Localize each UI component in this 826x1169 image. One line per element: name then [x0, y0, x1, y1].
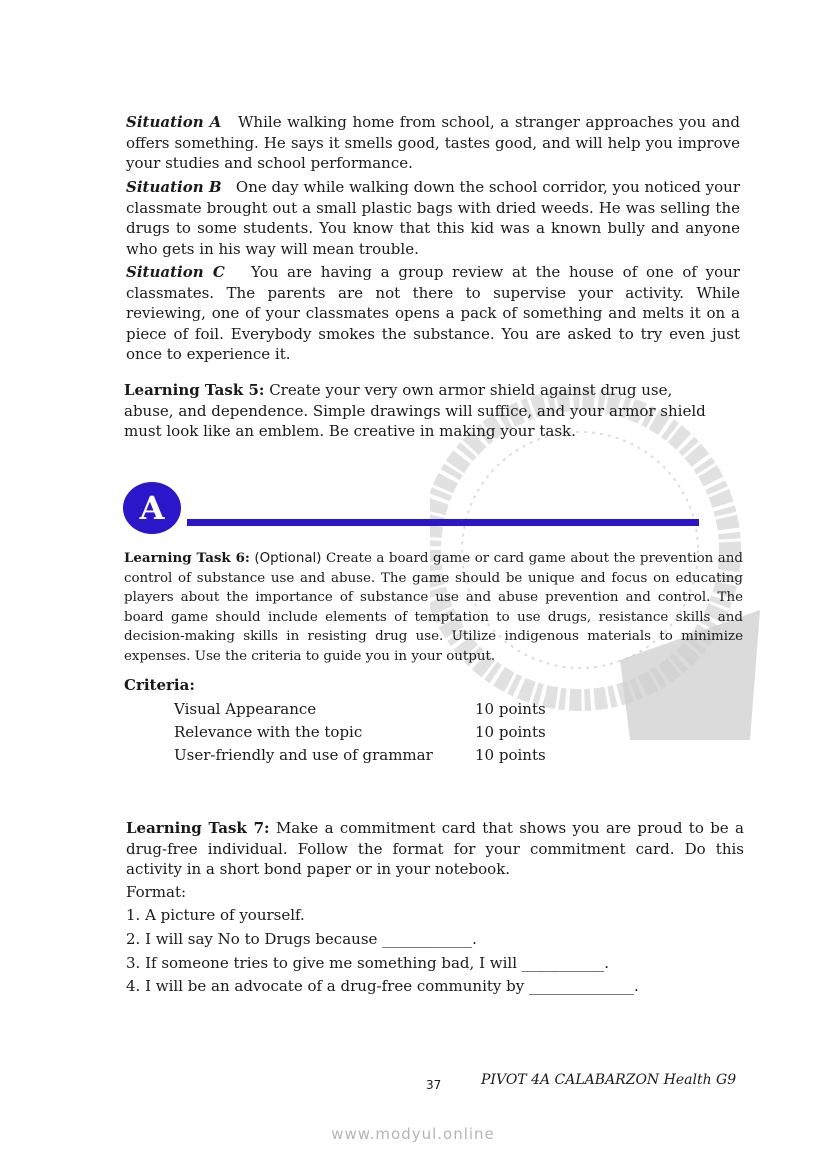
page-number: 37	[426, 1078, 442, 1092]
section-divider	[187, 519, 699, 526]
criteria-row	[174, 700, 546, 718]
situation-a	[126, 112, 740, 174]
learning-task-7	[126, 818, 744, 880]
criteria-name: Relevance with the topic	[174, 723, 363, 741]
learning-task-5-text: Create your very own armor shield against drug use, abuse, and dependence. Simple drawings will suffice, and your armor shield must look like an emblem. Be creative in making your task.	[124, 381, 706, 441]
learning-task-5-label: Learning Task 5:	[124, 381, 265, 399]
footer-title: PIVOT 4A CALABARZON Health G9	[481, 1072, 737, 1088]
learning-task-6-text: Create a board game or card game about the prevention and control of substance use and abuse. The game should be unique and focus on educating players about the importance of substance use and abuse prevention and control. The board game should include elements of temptation to use drugs, resistance skills and decision-making skills in resisting drug use. Utilize indigenous materials to minimize expenses. Use the criteria to guide you in your output.	[124, 551, 743, 664]
situation-a-text: While walking home from school, a stranger approaches you and offers something. He says it smells good, tastes good, and will help you improve your studies and school performance.	[126, 113, 740, 173]
format-label: Format:	[126, 883, 187, 901]
situation-c-label: Situation C	[126, 263, 225, 281]
criteria-points: 10 points	[475, 700, 546, 718]
criteria-points: 10 points	[475, 746, 546, 764]
learning-task-6	[124, 549, 743, 666]
situation-b-text: One day while walking down the school corridor, you noticed your classmate brought out a small plastic bags with dried weeds. He was selling the drugs to some students. You know that this kid was a known bully and anyone who gets in his way will mean trouble.	[126, 178, 740, 258]
site-watermark: www.modyul.online	[331, 1125, 495, 1143]
situation-a-label: Situation A	[126, 113, 222, 131]
criteria-name: Visual Appearance	[174, 700, 317, 718]
criteria-points: 10 points	[475, 723, 546, 741]
learning-task-7-label: Learning Task 7:	[126, 819, 270, 837]
learning-task-7-text: Make a commitment card that shows you are proud to be a drug-free individual. Follow the format for your commitment card. Do this activity in a short bond paper or in your notebook.	[126, 819, 744, 879]
learning-task-6-label: Learning Task 6:	[124, 550, 250, 566]
learning-task-5	[124, 380, 724, 442]
situation-b	[126, 177, 740, 259]
situation-c-text: You are having a group review at the house of one of your classmates. The parents are not there to supervise your activity. While reviewing, one of your classmates opens a pack of something and melts it on a piece of foil. Everybody smokes the substance. You are asked to try even just once to experience it.	[126, 263, 740, 364]
format-item: 2. I will say No to Drugs because ____________.	[126, 930, 477, 948]
format-item: 4. I will be an advocate of a drug-free community by ______________.	[126, 977, 639, 995]
situation-b-label: Situation B	[126, 178, 222, 196]
section-badge: A	[123, 482, 181, 534]
criteria-title: Criteria:	[124, 676, 195, 694]
situation-c	[126, 262, 740, 365]
learning-task-6-optional: (Optional)	[254, 551, 322, 566]
criteria-row	[174, 723, 546, 741]
criteria-row	[174, 746, 546, 764]
criteria-name: User-friendly and use of grammar	[174, 746, 433, 764]
format-item: 1. A picture of yourself.	[126, 906, 305, 924]
format-item: 3. If someone tries to give me something bad, I will ___________.	[126, 954, 610, 972]
